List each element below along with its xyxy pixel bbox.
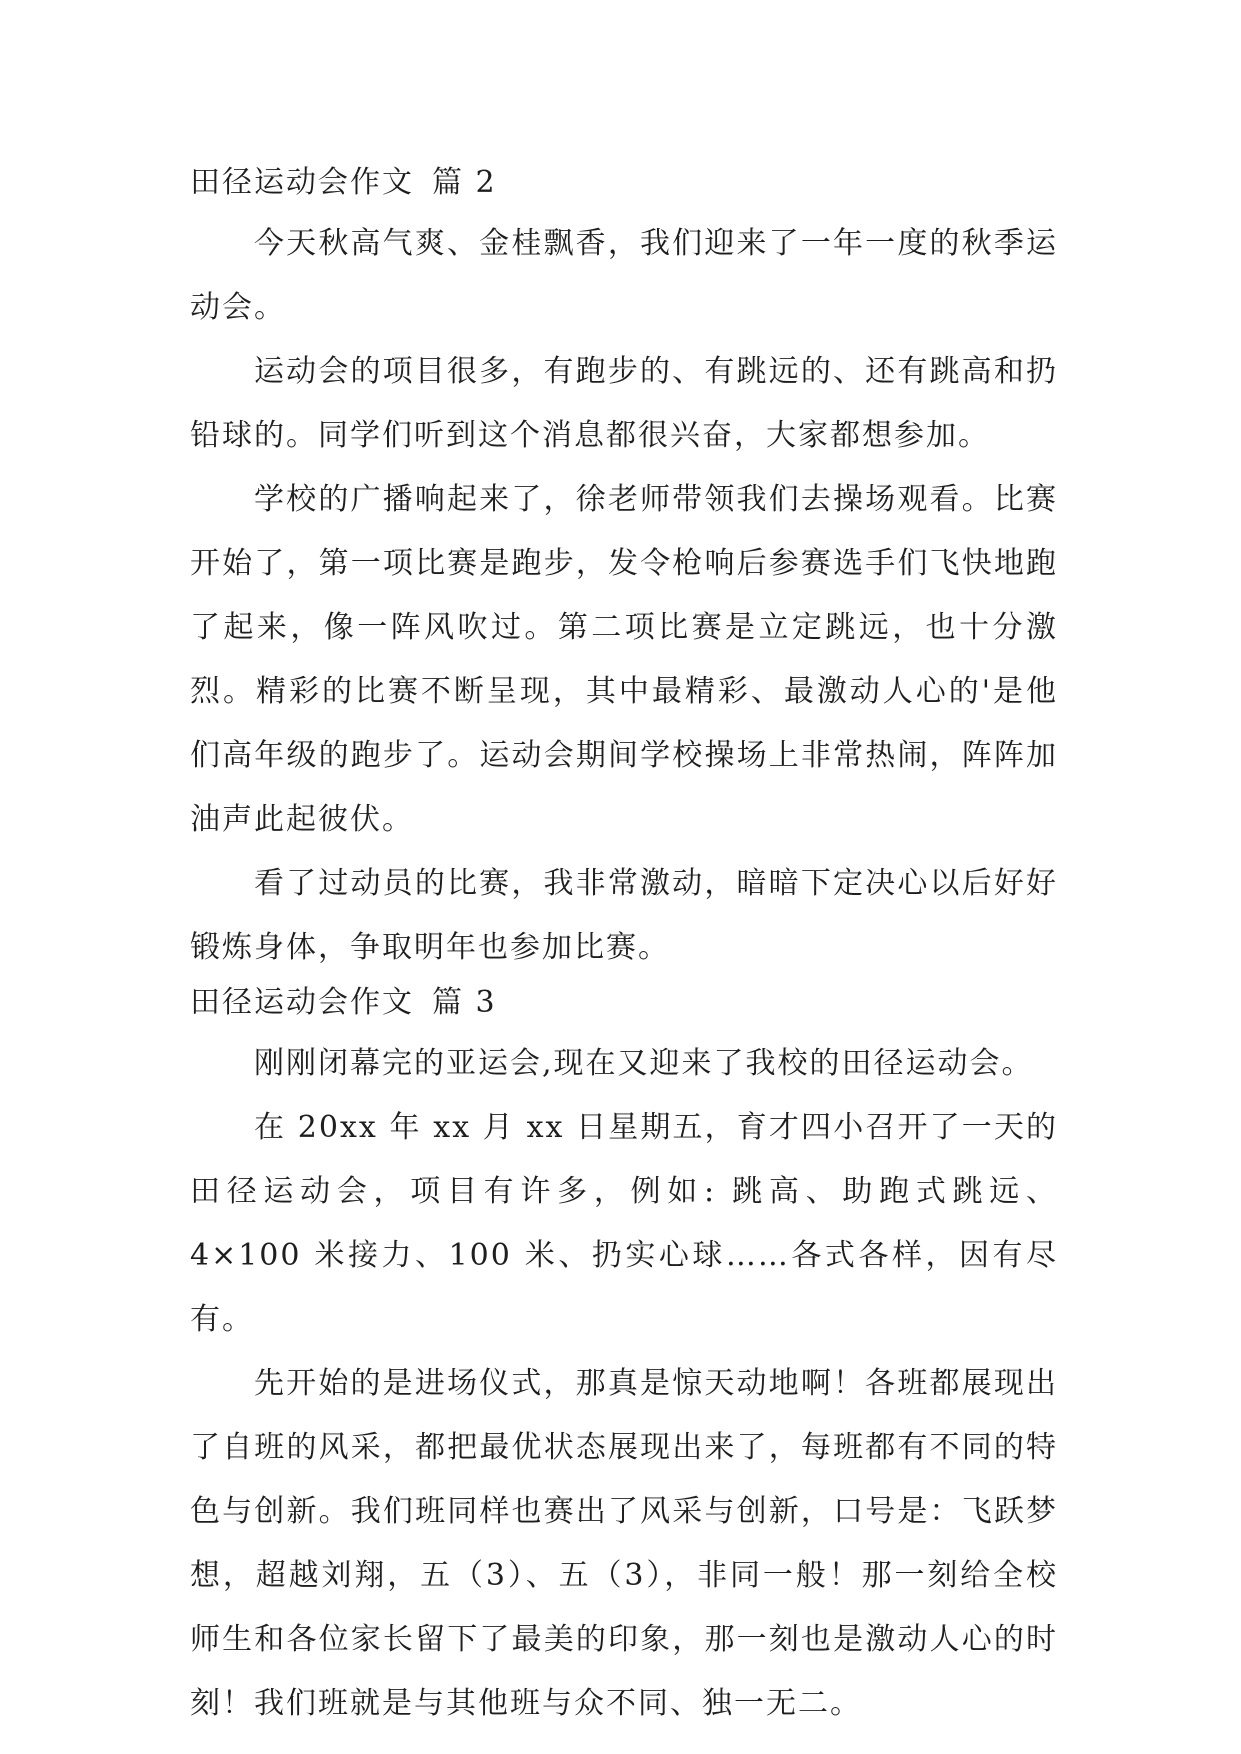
section-title: 田径运动会作文 (190, 165, 414, 200)
section-part: 篇 3 (432, 985, 497, 1020)
section-heading (190, 980, 1058, 1026)
paragraph: 今天秋高气爽、金桂飘香，我们迎来了一年一度的秋季运动会。 (190, 226, 1058, 325)
paragraph: 学校的广播响起来了，徐老师带领我们去操场观看。比赛开始了，第一项比赛是跑步，发令枪响后参赛选手们飞快地跑了起来，像一阵风吹过。第二项比赛是立定跳远，也十分激烈。精彩的比赛不断呈现，其中最精彩、最激动人心的'是他们高年级的跑步了。运动会期间学校操场上非常热闹，阵阵加油声此起彼伏。 (190, 482, 1058, 837)
paragraph: 运动会的项目很多，有跑步的、有跳远的、还有跳高和扔铅球的。同学们听到这个消息都很兴奋，大家都想参加。 (190, 354, 1058, 453)
paragraph: 刚刚闭幕完的亚运会,现在又迎来了我校的田径运动会。 (254, 1046, 1034, 1081)
paragraph: 在 20xx 年 xx 月 xx 日星期五，育才四小召开了一天的田径运动会，项目有许多，例如: 跳高、助跑式跳远、4×100 米接力、100 米、扔实心球……各式各样，因有尽有。 (190, 1110, 1058, 1337)
section-part: 篇 2 (432, 165, 497, 200)
document-body (190, 160, 1058, 1736)
section-title: 田径运动会作文 (190, 985, 414, 1020)
paragraph: 先开始的是进场仪式，那真是惊天动地啊！各班都展现出了自班的风采，都把最优状态展现出来了，每班都有不同的特色与创新。我们班同样也赛出了风采与创新，口号是：飞跃梦想，超越刘翔，五（3）、五（3），非同一般！那一刻给全校师生和各位家长留下了最美的印象，那一刻也是激动人心的时刻！我们班就是与其他班与众不同、独一无二。 (190, 1366, 1058, 1721)
paragraph: 看了过动员的比赛，我非常激动，暗暗下定决心以后好好锻炼身体，争取明年也参加比赛。 (190, 866, 1058, 965)
section-heading (190, 160, 1058, 206)
